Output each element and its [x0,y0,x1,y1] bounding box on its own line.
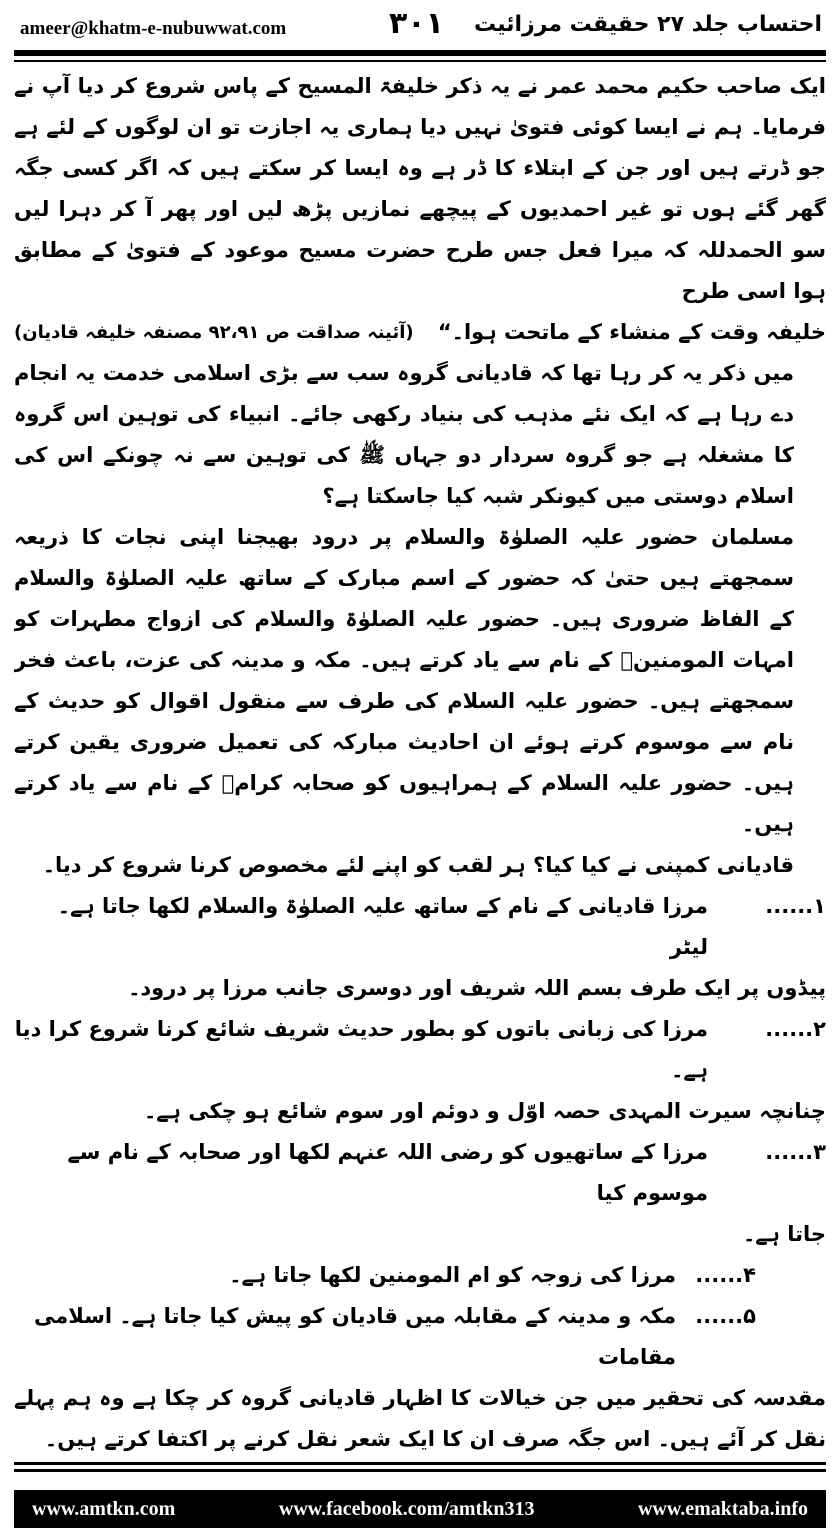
list-item-text: مرزا کی زبانی باتوں کو بطور حدیث شریف شائع کرنا شروع کرا دیا ہے۔ [14,1017,708,1082]
header-rule-thick [14,50,826,56]
paragraph-2: میں ذکر یہ کر رہا تھا کہ قادیانی گروہ سب سے بڑی اسلامی خدمت یہ انجام دے رہا ہے کہ ایک نئے مذہب کی بنیاد رکھی جائے۔ انبیاء کی توہین اس گروہ کا مشغلہ ہے جو گروہ سردار دو جہاں ﷺ کی توہین سے نہ چونکے اس کی اسلام دوستی میں کیونکر شبہ کیا جاسکتا ہے؟ [14,361,794,508]
list-item [14,886,826,968]
header-title: احتساب جلد ۲۷ حقیقت مرزائیت [473,12,822,37]
page-header [14,4,826,48]
list-item-number: ۵...... [695,1304,756,1328]
paragraph-4: قادیانی کمپنی نے کیا کیا؟ ہر لقب کو اپنے لئے مخصوص کرنا شروع کر دیا۔ [42,853,794,877]
list-item-continuation: چنانچہ سیرت المہدی حصہ اوّل و دوئم اور سوم شائع ہو چکی ہے۔ [143,1099,826,1123]
list-item-continuation: پیڈوں پر ایک طرف بسم اللہ شریف اور دوسری جانب مرزا پر درود۔ [128,976,826,1000]
header-rule-thin [14,60,826,62]
footer-rule-2 [14,1469,826,1472]
quote-reference: (آئینہ صداقت ص ۹۲،۹۱ مصنفہ خلیفہ قادیان) [14,322,414,343]
list-item-text: مرزا کے ساتھیوں کو رضی اللہ عنہم لکھا اور صحابہ کے نام سے موسوم کیا [67,1140,708,1205]
list-item [14,1009,826,1091]
list [14,886,826,1456]
list-item-text: مرزا قادیانی کے نام کے ساتھ علیہ الصلوٰۃ والسلام لکھا جاتا ہے۔ لیٹر [57,894,708,959]
list-item-continuation: مقدسہ کی تحقیر میں جن خیالات کا اظہار قادیانی گروہ کر چکا ہے وہ ہم پہلے نقل کر آئے ہیں۔ اس جگہ صرف ان کا ایک شعر نقل کرنے پر اکتفا کرتے ہیں۔ [14,1386,826,1451]
footer-link-emaktaba[interactable]: www.emaktaba.info [637,1497,808,1520]
list-item-number: ۱...... [765,894,826,918]
quote-end-line [14,312,826,353]
list-item-number: ۴...... [695,1263,756,1287]
paragraph-3: مسلمان حضور علیہ الصلوٰۃ والسلام پر درود بھیجنا اپنی نجات کا ذریعہ سمجھتے ہیں حتیٰ کہ حضور کے اسم مبارک کے ساتھ علیہ الصلوٰۃ والسلام کے الفاظ ضروری ہیں۔ حضور علیہ الصلوٰۃ والسلام کی ازواج مطہرات کو امہات المومنینؓ کے نام سے یاد کرتے ہیں۔ مکہ و مدینہ کی عزت، باعث فخر سمجھتے ہیں۔ حضور علیہ السلام کی طرف سے منقول اقوال کو حدیث کے نام سے موسوم کرتے ہوئے ان احادیث مبارکہ کی تعمیل ضروری یقین کرتے ہیں۔ حضور علیہ السلام کے ہمراہیوں کو صحابہ کرامؓ کے نام سے یاد کرتے ہیں۔ [14,525,794,836]
list-item-text: مرزا کی زوجہ کو ام المومنین لکھا جاتا ہے۔ [229,1263,676,1287]
footer-link-amtkn[interactable]: www.amtkn.com [32,1497,176,1520]
footer-bar [14,1490,826,1528]
page-body [14,66,826,1456]
list-item-continuation: جاتا ہے۔ [742,1222,826,1246]
list-item-text: مکہ و مدینہ کے مقابلہ میں قادیان کو پیش کیا جاتا ہے۔ اسلامی مقامات [34,1304,676,1369]
list-item [14,1132,826,1214]
list-item [14,1255,826,1296]
list-item [14,1296,826,1378]
paragraph-quote: ایک صاحب حکیم محمد عمر نے یہ ذکر خلیفۃ المسیح کے پاس شروع کر دیا آپ نے فرمایا۔ ہم نے ایسا کوئی فتویٰ نہیں دیا ہماری یہ اجازت تو ان لوگوں کے لئے ہے جو ڈرتے ہیں اور جن کے ابتلاء کا ڈر ہے وہ ایسا کر سکتے ہیں کہ اگر کسی جگہ گھر گئے ہوں تو غیر احمدیوں کے پیچھے نمازیں پڑھ لیں اور پھر آ کر دہرا لیں سو الحمدللہ کہ میرا فعل جس طرح حضرت مسیح موعود کے فتویٰ کے مطابق ہوا اسی طرح [14,74,826,303]
footer-link-facebook[interactable]: www.facebook.com/amtkn313 [278,1497,535,1520]
list-item-number: ۲...... [765,1017,826,1041]
quote-last-line: خلیفہ وقت کے منشاء کے ماتحت ہوا۔“ [437,320,826,344]
footer-rule [14,1462,826,1465]
list-item-number: ۳...... [765,1140,826,1164]
page-number: ۳۰۱ [389,6,444,41]
header-email: ameer@khatm-e-nubuwwat.com [20,18,287,39]
